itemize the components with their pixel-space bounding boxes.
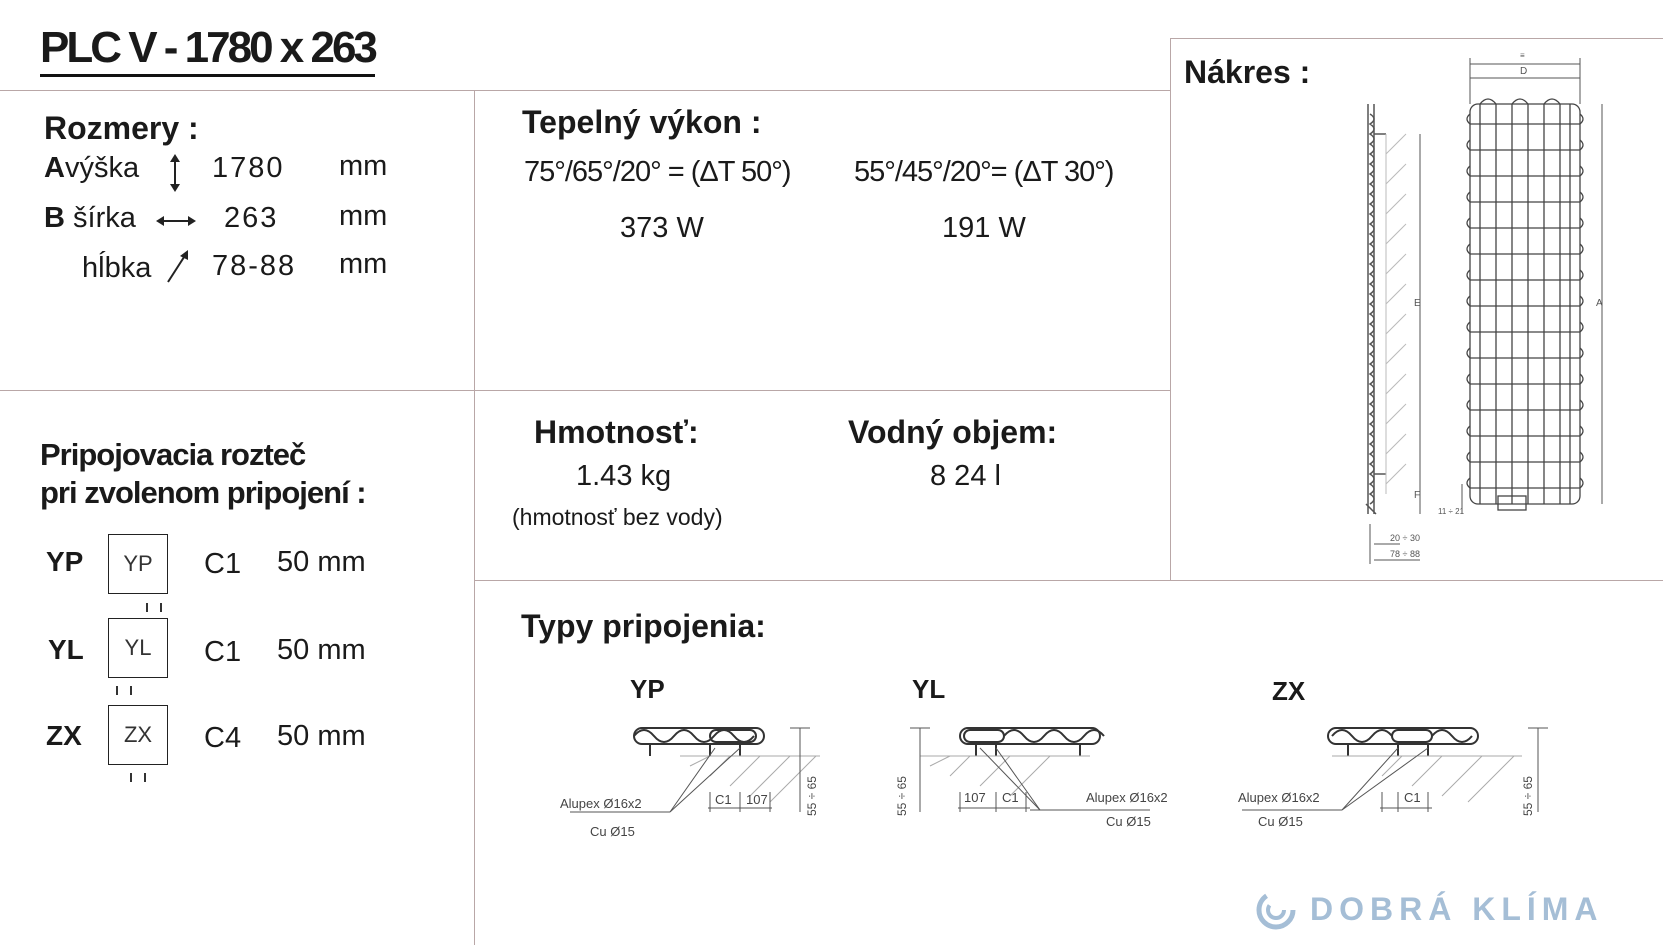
connection-heading — [40, 436, 366, 512]
connection-box: YP — [108, 534, 168, 594]
volume-heading: Vodný objem: — [848, 414, 1058, 450]
connection-box: YL — [108, 618, 168, 678]
type-diagram-yp — [560, 712, 860, 852]
thermal-value-1: 373 W — [620, 212, 704, 244]
radiator-technical-drawing — [1330, 44, 1630, 574]
tick-mark — [144, 773, 146, 782]
dimension-label: hĺbka — [82, 252, 152, 284]
horizontal-arrow-icon — [156, 214, 196, 228]
tick-mark — [116, 686, 118, 695]
dimensions-heading: Rozmery : — [44, 110, 199, 146]
tick-mark — [130, 773, 132, 782]
label-depth-2: 78 ÷ 88 — [1390, 549, 1420, 559]
label-dim: 107 — [746, 792, 768, 807]
dimension-value: 78-88 — [212, 250, 297, 282]
thermal-heading: Tepelný výkon : — [522, 104, 762, 140]
divider-lower — [474, 580, 1663, 581]
wall-hatch — [1386, 134, 1406, 494]
front-dimension-lines — [1462, 58, 1602, 514]
tick-mark — [146, 603, 148, 612]
logo-text: DOBRÁ KLÍMA — [1310, 891, 1604, 927]
logo-swirl-icon — [1254, 888, 1298, 932]
pipe-label-alupex: Alupex Ø16x2 — [1086, 790, 1168, 805]
divider-top — [0, 90, 1170, 91]
connection-c: C1 — [204, 548, 242, 580]
dimension-label: výška — [64, 152, 140, 184]
weight-heading: Hmotnosť: — [534, 414, 699, 450]
label-E: E — [1414, 298, 1421, 309]
connection-distance: 50 mm — [277, 634, 366, 666]
label-height: 55 ÷ 65 — [1521, 776, 1535, 816]
connection-code: ZX — [46, 720, 82, 751]
connection-code: YP — [46, 546, 84, 577]
dimension-row-width: B šírka — [44, 202, 136, 234]
dimension-unit: mm — [339, 200, 388, 232]
pipe-label-alupex: Alupex Ø16x2 — [1238, 790, 1320, 805]
dimension-lines — [1370, 134, 1420, 564]
label-c: C1 — [1404, 790, 1421, 805]
connection-c: C1 — [204, 636, 242, 668]
pipe-label-cu: Cu Ø15 — [590, 824, 635, 839]
pipe-label-cu: Cu Ø15 — [1258, 814, 1303, 829]
pipe-label-cu: Cu Ø15 — [1106, 814, 1151, 829]
dimension-value: 1780 — [212, 152, 285, 184]
label-D: D — [1520, 66, 1528, 77]
type-diagram-yl — [890, 712, 1180, 852]
label-A: A — [1596, 298, 1603, 309]
page-title: PLC V - 1780 x 263 — [40, 22, 375, 77]
label-dim: 107 — [964, 790, 986, 805]
divider-middle — [0, 390, 1170, 391]
type-name-yp: YP — [630, 674, 665, 704]
volume-value: 8 24 l — [930, 460, 1001, 492]
connection-distance: 50 mm — [277, 546, 366, 578]
label-top: ≡ — [1520, 51, 1525, 60]
dimension-row-height: Avýška — [44, 152, 140, 184]
label-side: 11 ÷ 21 — [1438, 507, 1465, 516]
side-view — [1366, 104, 1386, 514]
type-name-yl: YL — [912, 674, 946, 704]
thermal-condition-1: 75°/65°/20° = (ΔT 50°) — [524, 156, 791, 188]
types-heading: Typy pripojenia: — [521, 608, 766, 644]
connection-box: ZX — [108, 705, 168, 765]
dimension-label: šírka — [73, 202, 136, 234]
tick-mark — [130, 686, 132, 695]
label-F: F — [1414, 490, 1421, 501]
tick-mark — [160, 603, 162, 612]
drawing-heading: Nákres : — [1184, 54, 1311, 90]
label-c: C1 — [1002, 790, 1019, 805]
type-diagram-zx — [1232, 712, 1552, 852]
thermal-value-2: 191 W — [942, 212, 1026, 244]
connection-heading-line-2: pri zvolenom pripojení : — [40, 475, 366, 510]
dimension-row-depth — [82, 252, 151, 285]
connection-c: C4 — [204, 722, 242, 754]
label-height: 55 ÷ 65 — [805, 776, 819, 816]
drawing-top-border — [1170, 38, 1663, 39]
label-c: C1 — [715, 792, 732, 807]
connection-heading-line-1: Pripojovacia rozteč — [40, 437, 306, 472]
pipe-label-alupex: Alupex Ø16x2 — [560, 796, 642, 811]
type-name-zx: ZX — [1272, 676, 1306, 706]
connection-distance: 50 mm — [277, 720, 366, 752]
thermal-condition-2: 55°/45°/20°= (ΔT 30°) — [854, 156, 1114, 188]
diagonal-arrow-icon — [164, 250, 190, 286]
dimension-value: 263 — [224, 202, 279, 234]
dimension-unit: mm — [339, 150, 388, 182]
label-height: 55 ÷ 65 — [895, 776, 909, 816]
weight-note: (hmotnosť bez vody) — [512, 504, 723, 530]
label-depth-1: 20 ÷ 30 — [1390, 533, 1420, 543]
divider-vertical-left — [474, 90, 475, 945]
vertical-arrow-icon — [168, 154, 182, 192]
weight-value: 1.43 kg — [576, 460, 672, 492]
connection-code: YL — [48, 634, 84, 665]
dimensions-table — [44, 152, 424, 302]
dimension-unit: mm — [339, 248, 388, 280]
front-view — [1467, 99, 1583, 510]
divider-vertical-right — [1170, 38, 1171, 580]
